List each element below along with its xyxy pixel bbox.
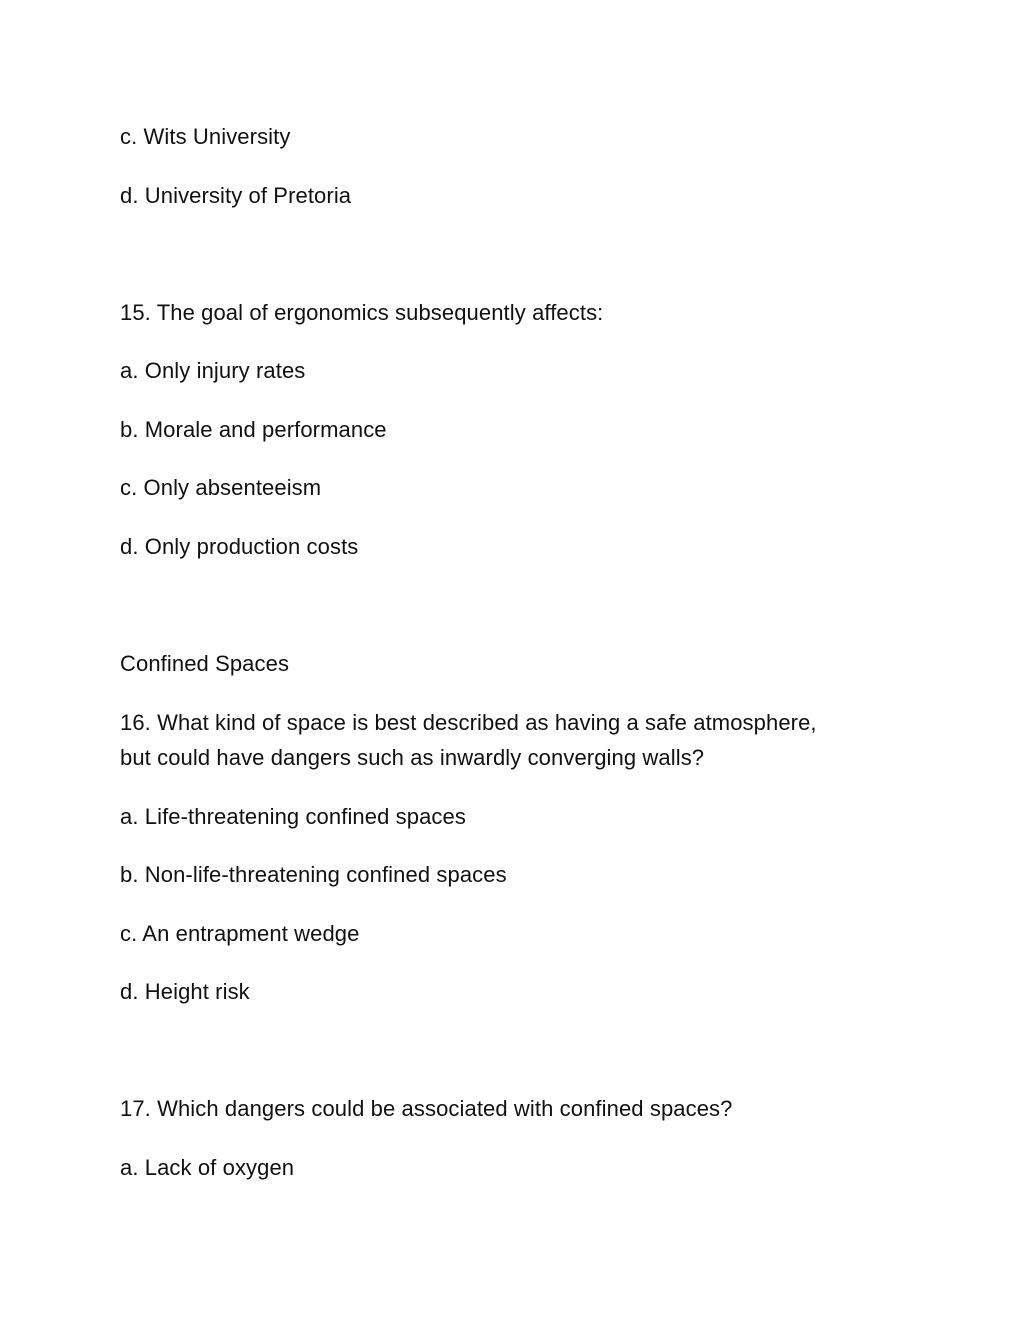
answer-option: a. Lack of oxygen xyxy=(120,1155,295,1180)
question-15: 15. The goal of ergonomics subsequently affects: xyxy=(120,300,604,325)
answer-option: c. An entrapment wedge xyxy=(120,921,360,946)
answer-option: b. Non-life-threatening confined spaces xyxy=(120,862,507,887)
question-17: 17. Which dangers could be associated with confined spaces? xyxy=(120,1096,733,1121)
answer-option: c. Wits University xyxy=(120,124,291,149)
answer-option: b. Morale and performance xyxy=(120,417,387,442)
section-heading: Confined Spaces xyxy=(120,651,290,676)
answer-option: d. Only production costs xyxy=(120,534,359,559)
answer-option: d. Height risk xyxy=(120,979,250,1004)
answer-option: c. Only absenteeism xyxy=(120,475,322,500)
answer-option: d. University of Pretoria xyxy=(120,183,352,208)
question-16-line-2: but could have dangers such as inwardly converging walls? xyxy=(120,745,705,770)
question-16-line-1: 16. What kind of space is best described as having a safe atmosphere, xyxy=(120,710,817,735)
answer-option: a. Life-threatening confined spaces xyxy=(120,804,466,829)
answer-option: a. Only injury rates xyxy=(120,358,306,383)
